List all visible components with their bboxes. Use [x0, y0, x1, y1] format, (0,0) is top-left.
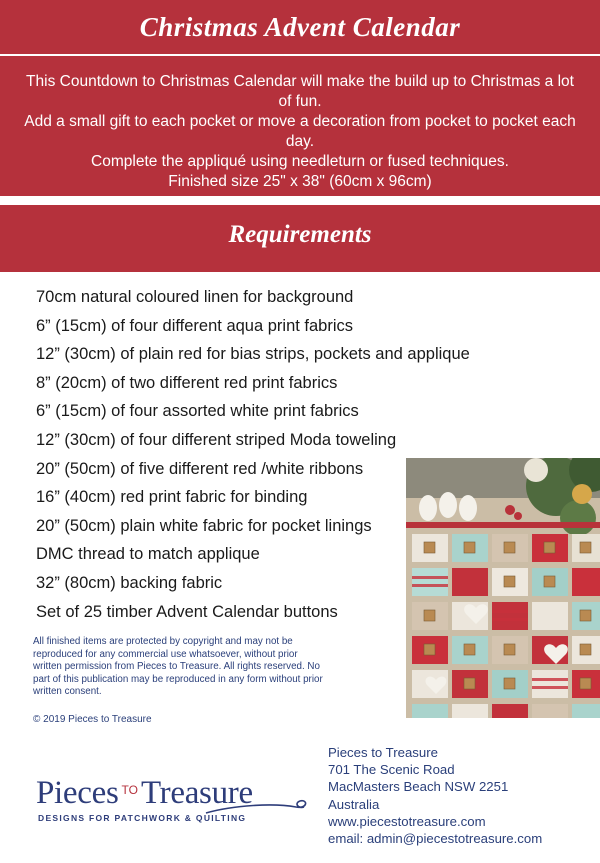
- list-item: DMC thread to match applique: [36, 545, 260, 564]
- list-item: 12” (30cm) of plain red for bias strips, pockets and applique: [36, 345, 470, 364]
- copyright-year: © 2019 Pieces to Treasure: [33, 714, 152, 725]
- list-item: 6” (15cm) of four assorted white print fabrics: [36, 402, 359, 421]
- contact-company: Pieces to Treasure: [328, 745, 438, 760]
- list-item: 8” (20cm) of two different red print fabrics: [36, 373, 338, 392]
- list-item: 12” (30cm) of four different striped Moda toweling: [36, 430, 397, 449]
- list-item: 70cm natural coloured linen for background: [36, 288, 354, 306]
- list-item: 20” (50cm) plain white fabric for pocket linings: [36, 516, 372, 535]
- copyright-notice: All finished items are protected by copyright and may not be reproduced for any commercial use whatsoever, without prior written permission from Pieces to Treasure. All rights reserved. No part of this publication may be reproduced in any form without prior written consent.: [33, 636, 323, 698]
- contact-suburb: MacMasters Beach NSW 2251: [328, 779, 509, 795]
- contact-website-link[interactable]: www.piecestotreasure.com: [328, 813, 486, 829]
- list-item: 6” (15cm) of four different aqua print fabrics: [36, 316, 354, 335]
- contact-street: 701 The Scenic Road: [328, 762, 455, 778]
- logo-word-pieces: Pieces: [36, 775, 119, 811]
- intro-line: Finished size 25" x 38" (60cm x 96cm): [168, 173, 432, 190]
- brand-logo: [36, 775, 316, 825]
- intro-line: Complete the appliqué using needleturn or fused techniques.: [91, 153, 509, 170]
- list-item: 32” (80cm) backing fabric: [36, 573, 223, 592]
- contact-block: [328, 744, 598, 847]
- contact-country: Australia: [328, 796, 380, 812]
- logo-tagline: DESIGNS FOR PATCHWORK & QUILTING: [38, 813, 247, 823]
- page-title: Christmas Advent Calendar: [139, 12, 461, 42]
- intro-line: This Countdown to Christmas Calendar will make the build up to Christmas a lot of fun.: [26, 73, 574, 110]
- list-item: 20” (50cm) of five different red /white ribbons: [36, 459, 364, 478]
- quilt-photo-illustration: [406, 458, 600, 718]
- logo-word-to: TO: [121, 783, 138, 797]
- intro-line: Add a small gift to each pocket or move a decoration from pocket to pocket each day.: [24, 113, 576, 150]
- list-item: Set of 25 timber Advent Calendar buttons: [36, 602, 338, 621]
- intro-text: [20, 72, 580, 192]
- contact-email-link[interactable]: email: admin@piecestotreasure.com: [328, 831, 543, 847]
- title-divider: [0, 54, 600, 56]
- quilt-photo: [406, 458, 600, 718]
- list-item: 16” (40cm) red print fabric for binding: [36, 488, 308, 507]
- logo-word-treasure: Treasure: [140, 775, 253, 811]
- requirements-title: Requirements: [228, 221, 372, 248]
